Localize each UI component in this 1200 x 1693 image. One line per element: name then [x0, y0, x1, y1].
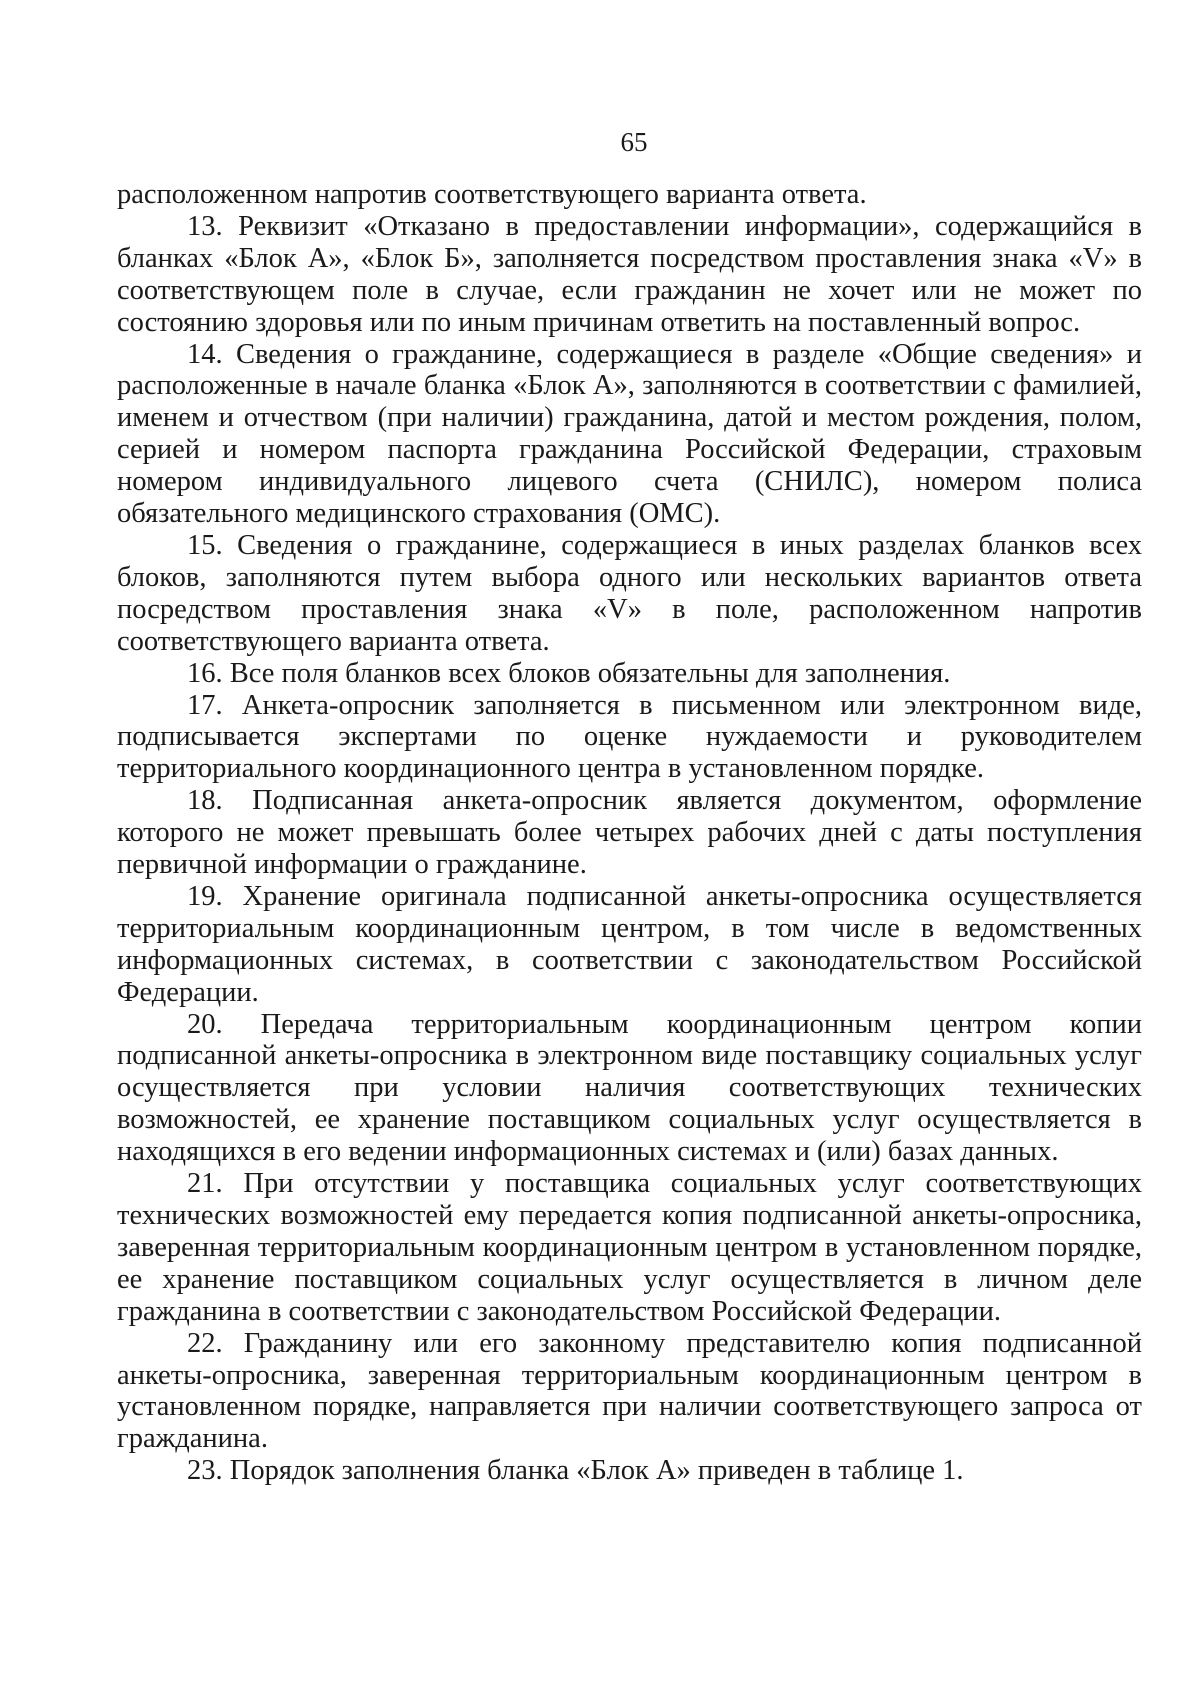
paragraph-22: 22. Гражданину или его законному представителю копия подписанной анкеты-опросника, заверенная территориальным координационным центром в установленном порядке, направляется при наличии соответствующего запроса от гражданина.	[117, 1327, 1142, 1455]
paragraph-continuation: расположенном напротив соответствующего варианта ответа.	[117, 179, 867, 210]
paragraph-15: 15. Сведения о гражданине, содержащиеся в иных разделах бланков всех блоков, заполняются путем выбора одного или нескольких вариантов ответа посредством проставления знака «V» в поле, расположенном напротив соответствующего варианта ответа.	[117, 529, 1142, 657]
paragraph-19: 19. Хранение оригинала подписанной анкеты-опросника осуществляется территориальным координационным центром, в том числе в ведомственных информационных системах, в соответствии с законодательством Российской Федерации.	[117, 880, 1142, 1008]
document-body	[117, 179, 1142, 1487]
paragraph-14: 14. Сведения о гражданине, содержащиеся в разделе «Общие сведения» и расположенные в начале бланка «Блок А», заполняются в соответствии с фамилией, именем и отчеством (при наличии) гражданина, датой и местом рождения, полом, серией и номером паспорта гражданина Российской Федерации, страховым номером индивидуального лицевого счета (СНИЛС), номером полиса обязательного медицинского страхования (ОМС).	[117, 338, 1142, 530]
paragraph-17: 17. Анкета-опросник заполняется в письменном или электронном виде, подписывается экспертами по оценке нуждаемости и руководителем территориального координационного центра в установленном порядке.	[117, 689, 1142, 785]
paragraph-23: 23. Порядок заполнения бланка «Блок А» приведен в таблице 1.	[187, 1455, 964, 1487]
paragraph-21: 21. При отсутствии у поставщика социальных услуг соответствующих технических возможностей ему передается копия подписанной анкеты-опросника, заверенная территориальным координационным центром в установленном порядке, ее хранение поставщиком социальных услуг осуществляется в личном деле гражданина в соответствии с законодательством Российской Федерации.	[117, 1168, 1142, 1327]
page-number: 65	[620, 127, 648, 157]
paragraph-13: 13. Реквизит «Отказано в предоставлении информации», содержащийся в бланках «Блок А», «Блок Б», заполняется посредством проставления знака «V» в соответствующем поле в случае, если гражданин не хочет или не может по состоянию здоровья или по иным причинам ответить на поставленный вопрос.	[117, 210, 1142, 338]
paragraph-20: 20. Передача территориальным координационным центром копии подписанной анкеты-опросника в электронном виде поставщику социальных услуг осуществляется при условии наличия соответствующих технических возможностей, ее хранение поставщиком социальных услуг осуществляется в находящихся в его ведении информационных системах и (или) базах данных.	[117, 1008, 1142, 1168]
paragraph-18: 18. Подписанная анкета-опросник является документом, оформление которого не может превышать более четырех рабочих дней с даты поступления первичной информации о гражданине.	[117, 785, 1142, 881]
paragraph-16: 16. Все поля бланков всех блоков обязательны для заполнения.	[187, 657, 951, 689]
